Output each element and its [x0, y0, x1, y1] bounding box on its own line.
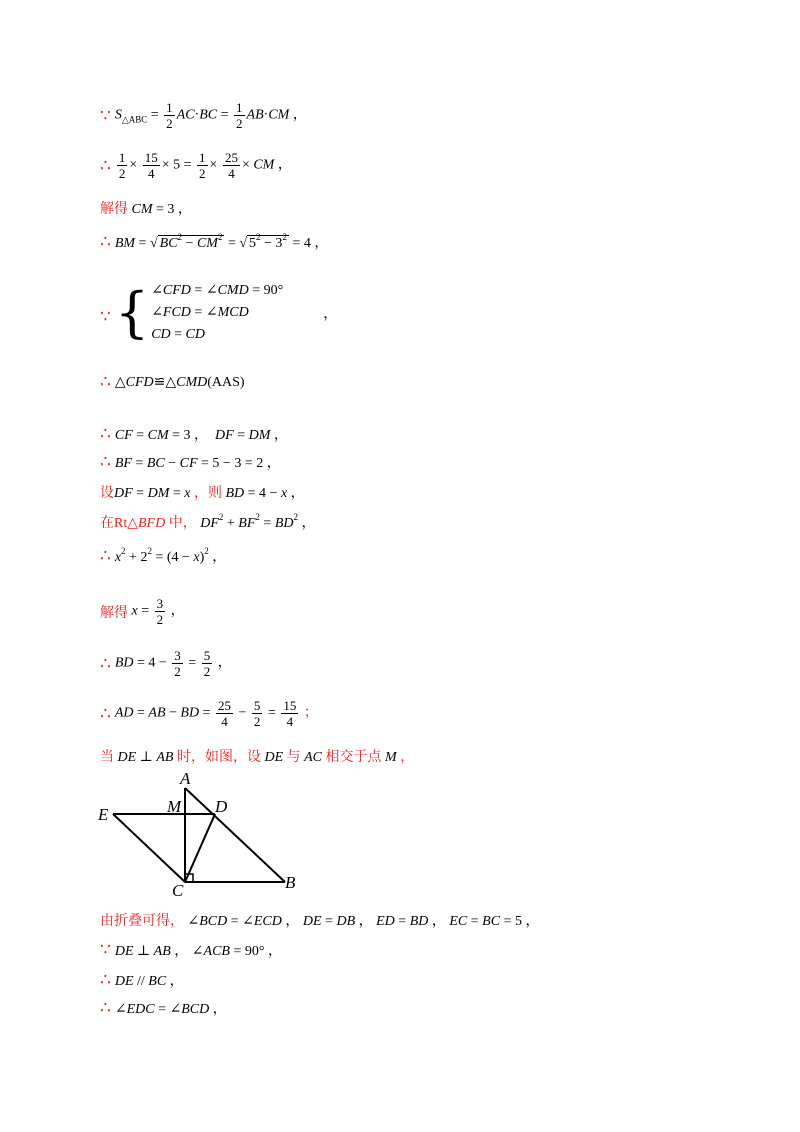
cm-value: CM = 3 ，: [131, 202, 192, 217]
segment-dc: [185, 814, 215, 882]
line-1: [100, 100, 307, 131]
brace: {: [114, 281, 150, 344]
segment-ab: [185, 788, 285, 882]
therefore-symbol: ∴: [100, 653, 111, 674]
label-c: C: [172, 881, 184, 900]
therefore-symbol: ∴: [100, 424, 111, 444]
x-value: x = $\frac{3}{2}$ ，: [131, 596, 185, 627]
case-statement: 当 DE ⊥ AB 时，如图，设 DE 与 AC 相交于点 M ，: [100, 750, 415, 765]
therefore-symbol: ∴: [100, 703, 111, 724]
line-10: [100, 512, 315, 532]
bf-equation: BF = BC − CF = 5 − 3 = 2 ，: [114, 456, 281, 471]
fold-equalities: ∠BCD = ∠ECD ， DE = DB ， ED = BD ， EC = BC = 5 ，: [184, 914, 540, 929]
bd-value: BD = 4 − $\frac{3}{2}$ = $\frac{5}{2}$ ，: [114, 648, 232, 679]
therefore-symbol: ∴: [100, 232, 111, 252]
geometry-figure: [95, 770, 310, 900]
therefore-symbol: ∴: [100, 970, 111, 990]
line-3: [100, 198, 192, 218]
bm-equation: BM = √ $BC^2 - CM^2$ = √ $5^2 - 3^2 = 4$ ，: [114, 232, 329, 251]
line-19: [100, 998, 227, 1018]
therefore-symbol: ∴: [100, 452, 111, 472]
line-13: [100, 648, 232, 679]
parallel-statement: DE // BC ，: [114, 974, 184, 989]
let-statement: DF = DM = x ，则 BD = 4 − x ，: [114, 486, 305, 501]
system-row-1: ∠CFD = ∠CMD = 90°: [151, 283, 284, 298]
line-7: [100, 424, 288, 444]
congruence: △CFD≌△CMD(AAS): [114, 374, 245, 390]
ad-value: AD = AB − BD = $\frac{25}{4}$ − $\frac{5}{2}$ = $\frac{15}{4}$ ；: [114, 698, 318, 729]
line-15: [100, 746, 414, 766]
line-9: [100, 482, 305, 502]
segment-ec: [113, 814, 185, 882]
solve-prefix: 解得: [100, 202, 128, 217]
system-tail: ，: [323, 307, 338, 322]
area-formula: $S_{\triangle ABC}$ = $\frac{1}{2}$ AC·BC = $\frac{1}{2}$ AB·CM ，: [114, 100, 307, 131]
label-m: M: [167, 797, 182, 816]
line-6: [100, 372, 245, 392]
therefore-symbol: ∴: [100, 155, 111, 176]
line-12: [100, 596, 185, 627]
therefore-symbol: ∴: [100, 546, 111, 566]
line-8: [100, 452, 281, 472]
pythagoras: Rt△BFD 中， $DF^2 + BF^2 = BD^2$ ，: [114, 512, 316, 531]
line-2: [100, 150, 292, 181]
system-row-3: CD = CD: [151, 327, 205, 342]
therefore-symbol: ∴: [100, 998, 111, 1018]
because-symbol: ∵: [100, 307, 111, 327]
line-16: [100, 910, 539, 930]
angle-equality: ∠EDC = ∠BCD ，: [114, 1002, 227, 1017]
therefore-symbol: ∴: [100, 372, 111, 392]
line-11: [100, 546, 226, 566]
in-prefix: 在: [100, 516, 114, 531]
cf-dm: CF = CM = 3 ， DF = DM ，: [114, 428, 288, 443]
line-4: [100, 232, 328, 252]
label-a: A: [180, 770, 191, 788]
fold-prefix: 由折叠可得，: [100, 914, 184, 929]
line-5: [100, 280, 337, 346]
line-17: [100, 940, 282, 960]
because-symbol: ∵: [100, 940, 111, 960]
equation-system: [151, 280, 283, 346]
label-d: D: [215, 797, 228, 816]
system-row-2: ∠FCD = ∠MCD: [151, 305, 249, 320]
solve-prefix: 解得: [100, 605, 128, 621]
let-prefix: 设: [100, 486, 114, 501]
line-18: [100, 970, 184, 990]
label-b: B: [285, 873, 296, 892]
label-e: E: [98, 805, 109, 824]
line-14: [100, 698, 318, 729]
area-equation: $\frac{1}{2}$ × $\frac{15}{4}$ × 5 = $\frac{1}{2}$ × $\frac{25}{4}$ × CM ，: [118, 150, 292, 181]
because-symbol: ∵: [100, 105, 111, 126]
x-equation: $x^2 + 2^2 = (4 - x)^2$ ，: [114, 546, 227, 565]
perpendicular-statement: DE ⊥ AB ， ∠ACB = 90° ，: [114, 944, 282, 959]
